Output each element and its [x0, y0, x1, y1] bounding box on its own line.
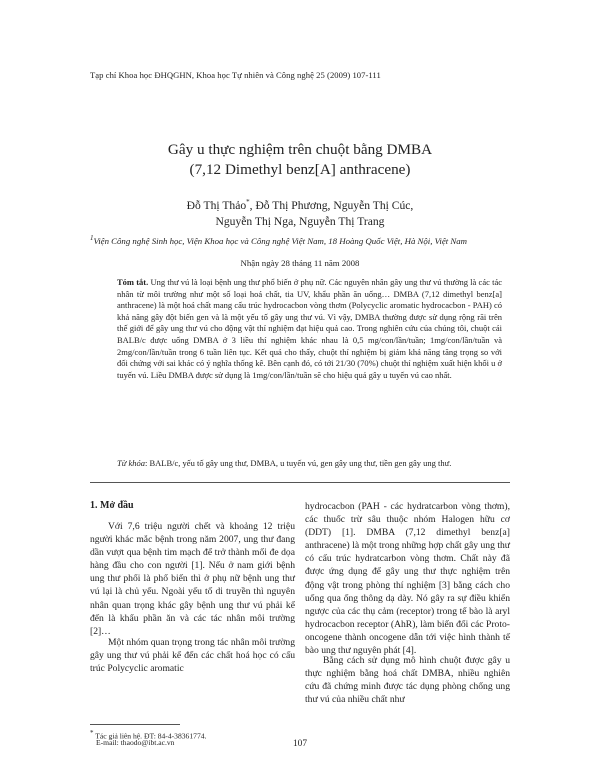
received-date: Nhận ngày 28 tháng 11 năm 2008: [240, 258, 360, 268]
footnote-divider: [90, 724, 180, 725]
footnote-contact: Tác giả liên hệ. ĐT: 84-4-38361774.: [93, 731, 207, 741]
affiliation-text: Viện Công nghệ Sinh học, Viện Khoa học và Công nghệ Việt Nam, 18 Hoàng Quốc Việt, Hà Nội, Việt Nam: [93, 235, 467, 246]
authors-line2: Nguyễn Thị Nga, Nguyễn Thị Trang: [215, 215, 385, 228]
abstract-label: Tóm tắt.: [117, 277, 149, 287]
right-paragraph-2: Bằng cách sử dụng mô hình chuột được gây u thực nghiệm bằng hoá chất DMBA, nhiều nghiên cứu đã chứng minh được tác dụng phòng chống ung thư vú của nhiều chất như: [305, 655, 510, 706]
abstract-text: Ung thư vú là loại bệnh ung thư phổ biến ở phụ nữ. Các nguyên nhân gây ung thư vú thường là các tác nhân từ môi trường như một số loại hoá chất, tia UV, khẩu phần ăn uống… DMBA (7,12 dimethyl benz[a] anthracene) là một hoá chất mang cấu trúc hydrocacbon vòng thơm (Polycyclic aromatic hydrocacbon - PAH) có khả năng gây đột biến gen và là một yếu tố gây ung thư vú. Vì vậy, DMBA thường được sử dụng rộng rãi trên thế giới để gây ung thư vú cho động vật thí nghiệm đạt hiệu quả cao. Trong nghiên cứu của chúng tôi, chuột cái BALB/c được uống DMBA ở 3 liều thí nghiệm khác nhau là 0,5 mg/con/lần/tuần; 1mg/con/lần/tuần và 2mg/con/lần/tuần trong 6 tuần liên tục. Kết quả cho thấy, chuột thí nghiệm bị giảm khả năng tăng trọng so với đối chứng với sai khác có ý nghĩa thống kê. Bên cạnh đó, có tới 21/30 (70%) chuột thí nghiệm xuất hiện khối u ở tuyến vú. Liều DMBA được sử dụng là 1mg/con/lần/tuần sẽ cho hiệu quả gây u tuyến vú cao nhất.: [117, 277, 502, 380]
corresponding-author-mark: *: [246, 198, 250, 206]
section-heading: 1. Mở đầu: [90, 500, 134, 511]
authors-rest: , Đỗ Thị Phương, Nguyễn Thị Cúc,: [249, 198, 414, 212]
right-column: [305, 0, 510, 776]
affiliation-marker: 1: [90, 234, 94, 242]
footnote-email: E-mail: thaodo@ibt.ac.vn: [96, 738, 175, 747]
left-column: [90, 0, 295, 776]
paper-title-line1: Gây u thực nghiệm trên chuột bằng DMBA: [167, 141, 433, 158]
left-paragraph-2: Một nhóm quan trọng trong tác nhân môi trường gây ung thư vú phải kể đến các chất hoá học có cấu trúc Polycyclic aromatic: [90, 637, 295, 675]
journal-citation: Tạp chí Khoa học ĐHQGHN, Khoa học Tự nhiên và Công nghệ 25 (2009) 107-111: [90, 70, 381, 80]
left-paragraph-1: Với 7,6 triệu người chết và khoảng 12 triệu người khác mắc bệnh trong năm 2007, ung thư đang dần vượt qua bệnh tim mạch để trở thành mối đe dọa hàng đầu cho con người [1]. Nếu ở nam giới bệnh ung thư phổi là phổ biến thì ở phụ nữ bệnh ung thư vú lại là chủ yếu. Ngoài yếu tố di truyền thì nguyên nhân quan trọng khác gây bệnh ung thư vú phải kể đến là khẩu phần ăn và các tác nhân môi trường [2]…: [90, 521, 295, 637]
page-number: 107: [292, 739, 308, 749]
footnote-mark: *: [90, 729, 94, 737]
author-first: Đỗ Thị Thảo: [186, 198, 247, 212]
paper-title-line2: (7,12 Dimethyl benz[A] anthracene): [189, 161, 411, 178]
right-paragraph-1: hydrocacbon (PAH - các hydratcarbon vòng thơm), các thuốc trừ sâu thuộc nhóm Halogen hữu cơ (DDT) [1]. DMBA (7,12 dimethyl benz[a] anthracene) là một trong những hợp chất gây ung thư có cấu trúc hydratcarbon vòng thơm. Chất này đã được ứng dụng để gây ung thư thực nghiệm trên động vật trong phòng thí nghiệm [3] bằng cách cho uống qua ống thông dạ dày. Nó gây ra sự điều khiển ngược của các thụ cảm (receptor) trong tế bào là aryl hydrocacbon receptor (AhR), làm biến đổi các Proto-oncogene thành oncogene dẫn tới việc hình thành tế bào ung thư nguyên phát [4].: [305, 501, 510, 657]
keywords-text: : BALB/c, yếu tố gây ung thư, DMBA, u tuyến vú, gen gây ung thư, tiền gen gây ung thư.: [145, 458, 452, 468]
keywords-label: Từ khóa: [117, 458, 146, 468]
